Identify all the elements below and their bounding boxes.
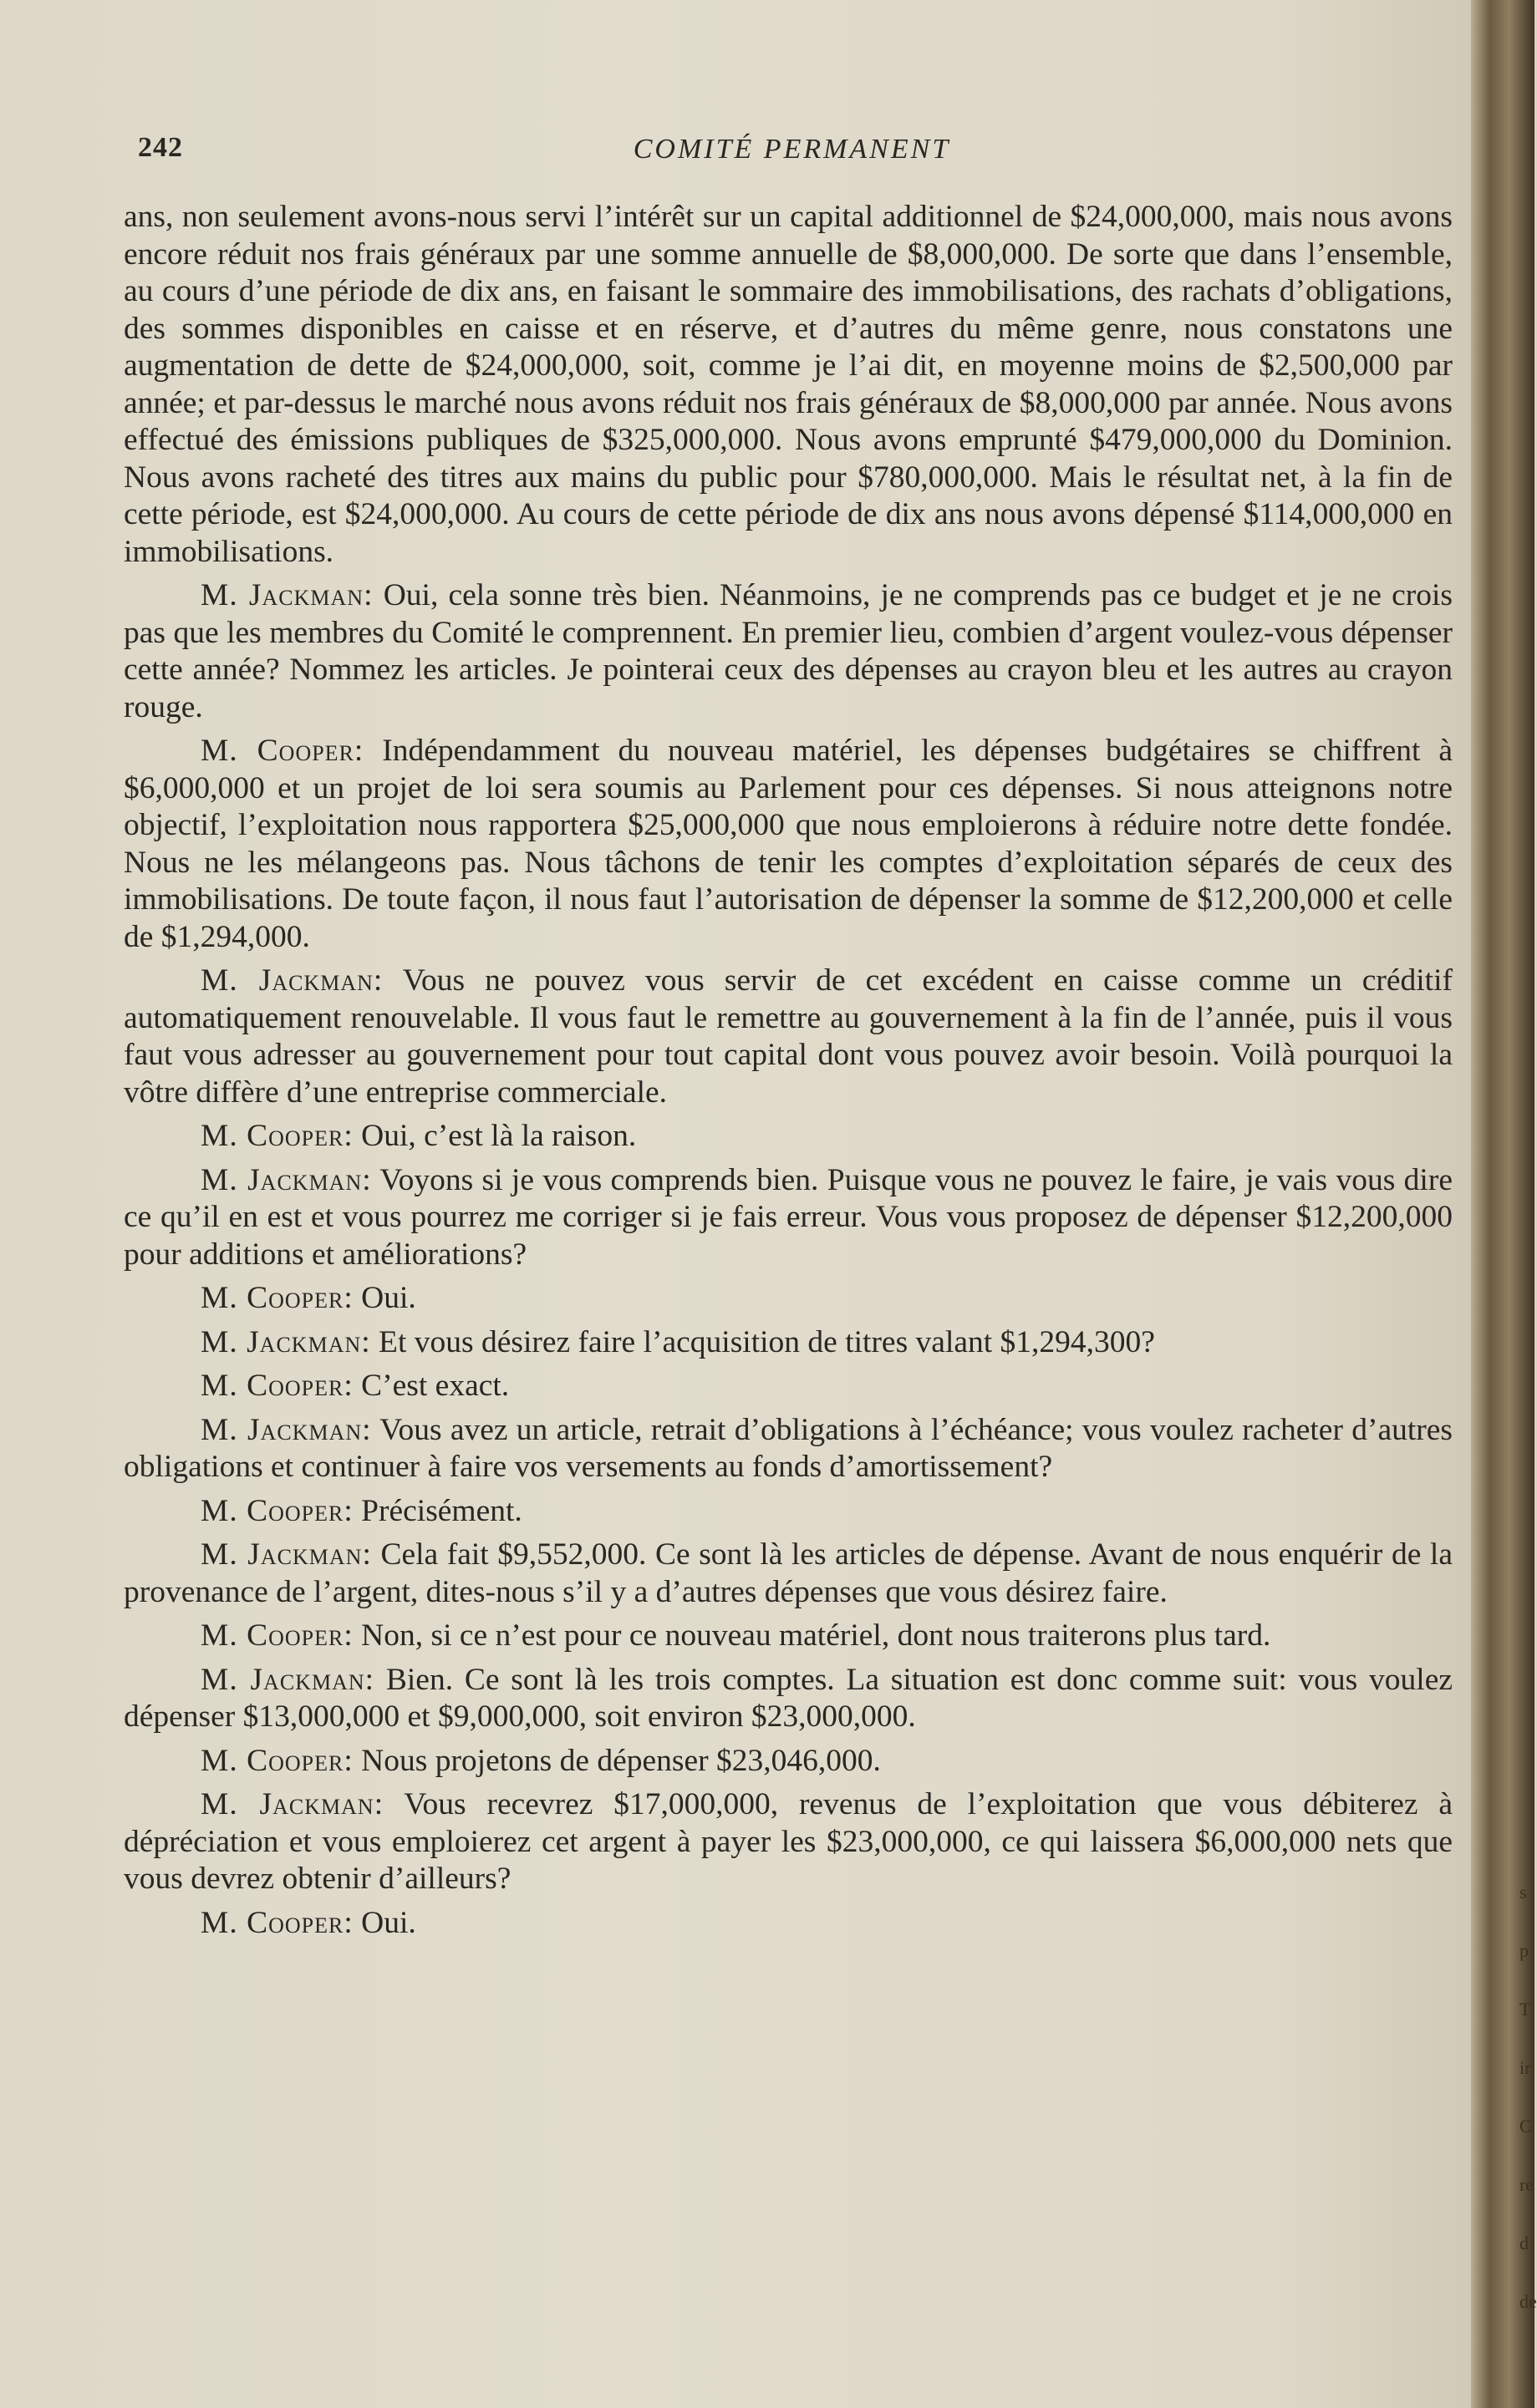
paragraph-text: Voyons si je vous comprends bien. Puisque vous ne pouvez le faire, je vais vous dire ce qu’il en est et vous pourrez me corriger si je fais erreur. Vous vous proposez de dépenser $12,200,000 pour additions et améliorations? bbox=[124, 1162, 1453, 1272]
paragraph-text: Nous projetons de dépenser $23,046,000. bbox=[353, 1743, 881, 1778]
paragraph-text: ans, non seulement avons-nous servi l’intérêt sur un capital additionnel de $24,000,000, mais nous avons encore réduit nos frais généraux par une somme annuelle de $8,000,000. De sorte que dans l’ensemble, au cours d’une période de dix ans, en faisant le sommaire des immobilisations, des rachats d’obligations, des sommes disponibles en caisse et en réserve, et d’autres du même genre, nous constatons une augmentation de dette de $24,000,000, soit, comme je l’ai dit, en moyenne moins de $2,500,000 par année; et par-dessus le marché nous avons réduit nos frais généraux de $8,000,000 par année. Nous avons effectué des émissions publiques de $325,000,000. Nous avons emprunté $479,000,000 du Dominion. Nous avons racheté des titres aux mains du public pour $780,000,000. Mais le résultat net, à la fin de cette période, est $24,000,000. Au cours de cette période de dix ans nous avons dépensé $114,000,000 en immobilisations. bbox=[124, 200, 1453, 569]
paragraph bbox=[124, 1412, 1453, 1486]
paragraph-speaker: M. Jackman: bbox=[201, 1787, 384, 1821]
paragraph-text: Non, si ce n’est pour ce nouveau matériel, dont nous traiterons plus tard. bbox=[353, 1618, 1271, 1653]
paragraph-speaker: M. Jackman: bbox=[201, 578, 374, 612]
paragraph bbox=[124, 1493, 1453, 1531]
margin-fragment: T bbox=[1519, 1999, 1531, 2019]
margin-fragment: s bbox=[1519, 1882, 1527, 1903]
paragraph-text: Oui, cela sonne très bien. Néanmoins, je ne comprends pas ce budget et je ne crois pas que les membres du Comité le comprennent. En premier lieu, combien d’argent voulez-vous dépenser cette année? Nommez les articles. Je pointerai ceux des dépenses au crayon bleu et les autres au crayon rouge. bbox=[124, 578, 1453, 724]
page-number: 242 bbox=[138, 132, 183, 163]
page-header bbox=[138, 132, 1446, 174]
margin-fragment: d bbox=[1519, 2233, 1529, 2253]
paragraph-speaker: M. Cooper: bbox=[201, 734, 364, 768]
paragraph-speaker: M. Jackman: bbox=[201, 1162, 372, 1197]
body-text bbox=[124, 199, 1453, 1948]
paragraph-speaker: M. Cooper: bbox=[201, 1618, 354, 1653]
paragraph-speaker: M. Cooper: bbox=[201, 1119, 354, 1153]
paragraph bbox=[124, 199, 1453, 571]
paragraph-text: Vous avez un article, retrait d’obligations à l’échéance; vous voulez racheter d’autres obligations et continuer à faire vos versements au fonds d’amortissement? bbox=[124, 1412, 1453, 1484]
margin-fragment: re bbox=[1519, 2174, 1534, 2195]
paragraph-text: Oui, c’est là la raison. bbox=[353, 1119, 637, 1153]
paragraph bbox=[124, 1324, 1453, 1362]
paragraph bbox=[124, 1618, 1453, 1655]
margin-fragment: p bbox=[1519, 1940, 1529, 1961]
paragraph bbox=[124, 1162, 1453, 1274]
paragraph bbox=[124, 1280, 1453, 1318]
paragraph-speaker: M. Jackman: bbox=[201, 1662, 375, 1697]
paragraph-text: Indépendamment du nouveau matériel, les dépenses budgétaires se chiffrent à $6,000,000 et un projet de loi sera soumis au Parlement pour ces dépenses. Si nous atteignons notre objectif, l’exploitation nous rapportera $25,000,000 que nous emploierons à réduire notre dette fondée. Nous ne les mélangeons pas. Nous tâchons de tenir les comptes d’exploitation séparés de ceux des immobilisations. De toute façon, il nous faut l’autorisation de dépenser la somme de $12,200,000 et celle de $1,294,000. bbox=[124, 734, 1453, 954]
next-page-margin-fragments bbox=[1519, 1863, 1537, 2331]
paragraph-speaker: M. Cooper: bbox=[201, 1369, 354, 1403]
paragraph-text: Et vous désirez faire l’acquisition de titres valant $1,294,300? bbox=[370, 1324, 1155, 1359]
paragraph-text: Vous recevrez $17,000,000, revenus de l’exploitation que vous débiterez à dépréciation et vous emploierez cet argent à payer les $23,000,000, ce qui laissera $6,000,000 nets que vous devrez obtenir d’ailleurs? bbox=[124, 1787, 1453, 1896]
paragraph bbox=[124, 1905, 1453, 1943]
paragraph-text: Oui. bbox=[353, 1281, 416, 1315]
paragraph bbox=[124, 1743, 1453, 1781]
margin-fragment: ir bbox=[1519, 2057, 1531, 2078]
running-title: COMITÉ PERMANENT bbox=[633, 134, 951, 165]
paragraph-text: Cela fait $9,552,000. Ce sont là les articles de dépense. Avant de nous enquérir de la provenance de l’argent, dites-nous s’il y a d’autres dépenses que vous désirez faire. bbox=[124, 1537, 1453, 1609]
paragraph bbox=[124, 1662, 1453, 1736]
paragraph-speaker: M. Cooper: bbox=[201, 1905, 354, 1940]
paragraph-speaker: M. Cooper: bbox=[201, 1281, 354, 1315]
paragraph-text: Oui. bbox=[353, 1905, 416, 1940]
paragraph bbox=[124, 733, 1453, 956]
paragraph-speaker: M. Jackman: bbox=[201, 1537, 372, 1572]
paragraph-text: Bien. Ce sont là les trois comptes. La situation est donc comme suit: vous voulez dépenser $13,000,000 et $9,000,000, soit environ $23,000,000. bbox=[124, 1662, 1453, 1734]
paragraph bbox=[124, 963, 1453, 1111]
paragraph-speaker: M. Cooper: bbox=[201, 1743, 354, 1778]
margin-fragment: de bbox=[1519, 2291, 1537, 2312]
paragraph-text: Précisément. bbox=[353, 1493, 522, 1528]
margin-fragment: C bbox=[1519, 2116, 1532, 2136]
paragraph bbox=[124, 1786, 1453, 1898]
paragraph-speaker: M. Jackman: bbox=[201, 963, 384, 998]
paragraph bbox=[124, 577, 1453, 726]
paragraph-text: Vous ne pouvez vous servir de cet excédent en caisse comme un créditif automatiquement renouvelable. Il vous faut le remettre au gouvernement à la fin de l’année, puis il vous faut vous adresser au gouvernement pour tout capital dont vous pouvez avoir besoin. Voilà pourquoi la vôtre diffère d’une entreprise commerciale. bbox=[124, 963, 1453, 1110]
paragraph bbox=[124, 1537, 1453, 1611]
paragraph-speaker: M. Cooper: bbox=[201, 1493, 354, 1528]
paragraph bbox=[124, 1118, 1453, 1156]
paragraph-text: C’est exact. bbox=[353, 1369, 510, 1403]
paragraph bbox=[124, 1368, 1453, 1405]
paragraph-speaker: M. Jackman: bbox=[201, 1412, 372, 1447]
paragraph-speaker: M. Jackman: bbox=[201, 1324, 371, 1359]
